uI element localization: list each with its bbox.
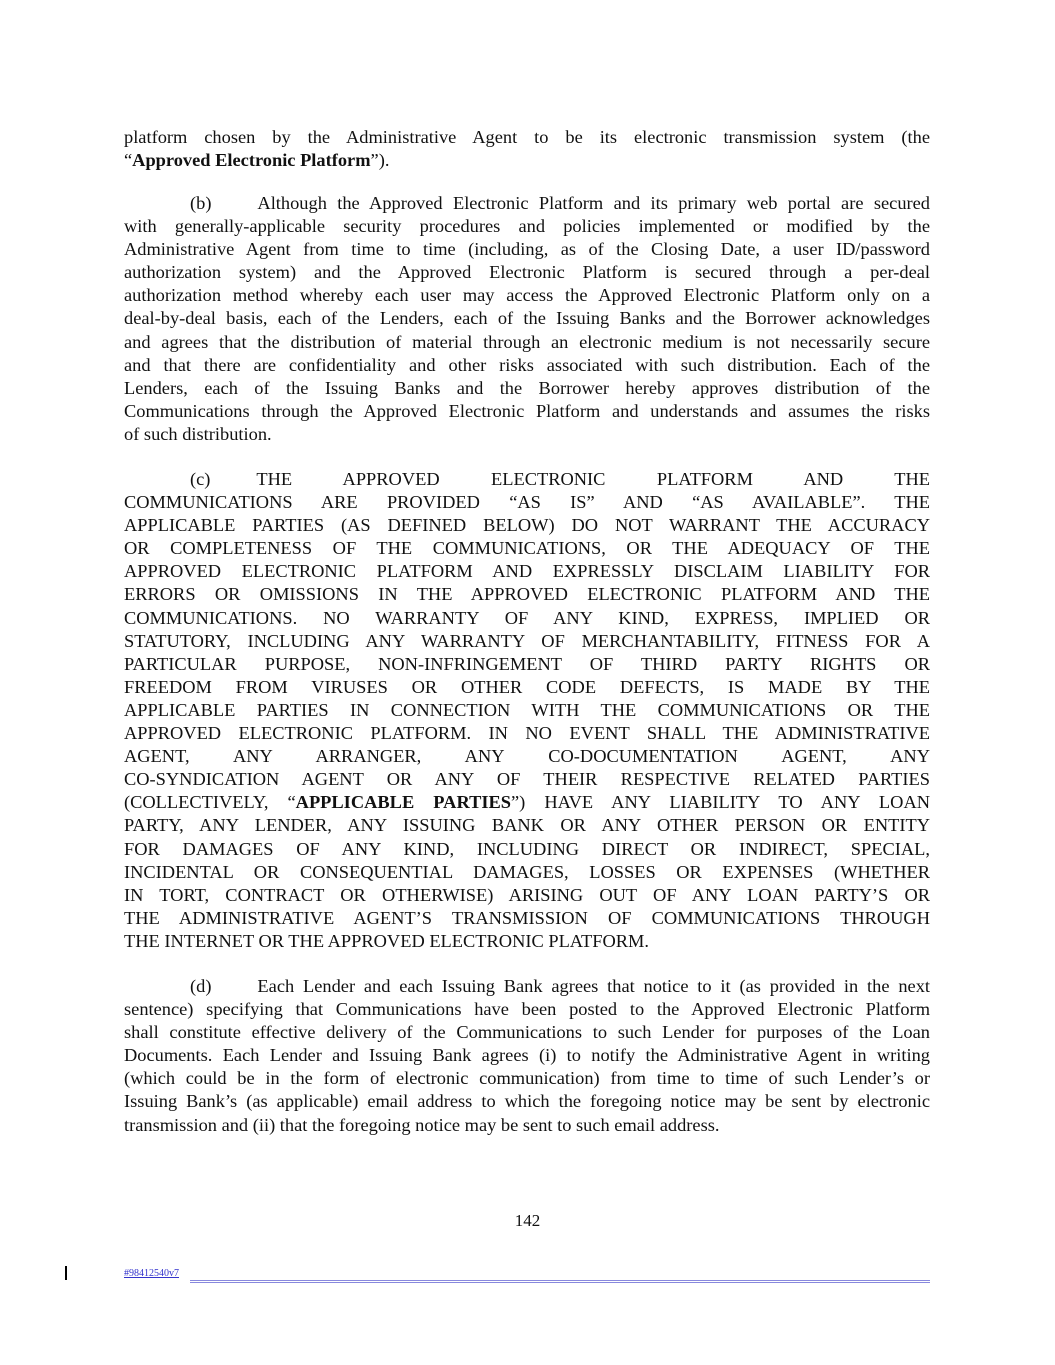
text-line: [124, 768, 930, 791]
text-segment: shall constitute effective delivery of the Communications to such Lender for purposes of the Loan: [124, 1022, 930, 1043]
text-line: [124, 400, 930, 423]
text-segment: deal-by-deal basis, each of the Lenders, each of the Issuing Banks and the Borrower acknowledges: [124, 308, 930, 329]
text-segment: PARTY, ANY LENDER, ANY ISSUING BANK OR ANY OTHER PERSON OR ENTITY: [124, 815, 930, 836]
text-segment: platform chosen by the Administrative Agent to be its electronic transmission system (the: [124, 127, 930, 147]
text-line: [124, 998, 930, 1021]
text-segment: THE ADMINISTRATIVE AGENT’S TRANSMISSION OF COMMUNICATIONS THROUGH: [124, 907, 930, 928]
text-segment: APPLICABLE PARTIES IN CONNECTION WITH THE COMMUNICATIONS OR THE: [124, 699, 930, 720]
footer-rule: [190, 1280, 930, 1283]
text-segment: authorization method whereby each user may access the Approved Electronic Platform only on a: [124, 285, 930, 306]
text-segment: ERRORS OR OMISSIONS IN THE APPROVED ELECTRONIC PLATFORM AND THE: [124, 584, 930, 605]
text-segment: APPROVED ELECTRONIC PLATFORM AND EXPRESSLY DISCLAIM LIABILITY FOR: [124, 561, 930, 582]
text-segment: PARTICULAR PURPOSE, NON-INFRINGEMENT OF THIRD PARTY RIGHTS OR: [124, 653, 930, 674]
text-line: [124, 814, 930, 837]
text-segment: ”) HAVE ANY LIABILITY TO ANY LOAN: [511, 792, 931, 813]
text-line: [124, 653, 930, 676]
text-segment: APPLICABLE PARTIES (AS DEFINED BELOW) DO NOT WARRANT THE ACCURACY: [124, 515, 930, 536]
text-line: [124, 861, 930, 884]
text-segment: Issuing Bank’s (as applicable) email address to which the foregoing notice may be sent by electronic: [124, 1091, 930, 1112]
text-segment: and that there are confidentiality and other risks associated with such distribution. Each of the: [124, 354, 930, 375]
text-segment: OR COMPLETENESS OF THE COMMUNICATIONS, OR THE ADEQUACY OF THE: [124, 538, 930, 559]
text-line: [124, 884, 930, 907]
text-line: [124, 607, 930, 630]
text-segment: STATUTORY, INCLUDING ANY WARRANTY OF MERCHANTABILITY, FITNESS FOR A: [124, 630, 930, 651]
text-line: [124, 745, 930, 768]
text-segment: of such distribution.: [124, 423, 272, 444]
text-line: [124, 676, 930, 699]
text-segment: “: [124, 150, 133, 171]
defined-term: APPLICABLE PARTIES: [295, 792, 512, 813]
text-segment: (d) Each Lender and each Issuing Bank agrees that notice to it (as provided in the next: [190, 976, 930, 996]
text-line: [124, 215, 930, 238]
change-bar: [65, 1266, 67, 1280]
text-line: [124, 1114, 930, 1137]
text-segment: and agrees that the distribution of material through an electronic medium is not necessarily secure: [124, 331, 930, 352]
text-line: [124, 583, 930, 606]
text-line: [124, 126, 930, 149]
text-line: [124, 149, 930, 172]
text-segment: with generally-applicable security procedures and policies implemented or modified by the: [124, 216, 930, 237]
text-segment: (b) Although the Approved Electronic Platform and its primary web portal are secured: [190, 193, 930, 213]
text-line: [124, 537, 930, 560]
text-segment: (c) THE APPROVED ELECTRONIC PLATFORM AND THE: [190, 469, 930, 489]
text-segment: INCIDENTAL OR CONSEQUENTIAL DAMAGES, LOSSES OR EXPENSES (WHETHER: [124, 861, 930, 882]
defined-term: Approved Electronic Platform: [132, 150, 371, 171]
text-segment: THE INTERNET OR THE APPROVED ELECTRONIC PLATFORM.: [124, 930, 650, 951]
text-line: [124, 284, 930, 307]
text-line: [124, 491, 930, 514]
text-line: [124, 1090, 930, 1113]
text-line: [124, 377, 930, 400]
text-line: [124, 354, 930, 377]
text-line: [124, 930, 930, 953]
text-segment: AGENT, ANY ARRANGER, ANY CO-DOCUMENTATION AGENT, ANY: [124, 746, 930, 767]
text-segment: (which could be in the form of electronic communication) from time to time of such Lender’s or: [124, 1068, 930, 1089]
text-line: [124, 722, 930, 745]
text-line: [124, 261, 930, 284]
text-line: [124, 1067, 930, 1090]
text-segment: FOR DAMAGES OF ANY KIND, INCLUDING DIRECT OR INDIRECT, SPECIAL,: [124, 838, 930, 859]
text-line: [124, 423, 930, 446]
footer: [124, 1268, 930, 1284]
text-line: [124, 630, 930, 653]
text-segment: COMMUNICATIONS ARE PROVIDED “AS IS” AND “AS AVAILABLE”. THE: [124, 492, 930, 513]
text-segment: IN TORT, CONTRACT OR OTHERWISE) ARISING OUT OF ANY LOAN PARTY’S OR: [124, 884, 930, 905]
text-segment: transmission and (ii) that the foregoing notice may be sent to such email address.: [124, 1114, 720, 1135]
text-line: [124, 514, 930, 537]
text-segment: Administrative Agent from time to time (including, as of the Closing Date, a user ID/password: [124, 239, 930, 260]
text-line: [124, 560, 930, 583]
text-segment: FREEDOM FROM VIRUSES OR OTHER CODE DEFECTS, IS MADE BY THE: [124, 676, 930, 697]
text-segment: COMMUNICATIONS. NO WARRANTY OF ANY KIND, EXPRESS, IMPLIED OR: [124, 607, 930, 628]
text-segment: CO-SYNDICATION AGENT OR ANY OF THEIR RESPECTIVE RELATED PARTIES: [124, 769, 930, 790]
paragraph-d: [124, 975, 930, 1137]
paragraph-b: [124, 192, 930, 446]
text-line: [124, 838, 930, 861]
text-line: [124, 699, 930, 722]
text-line: [124, 238, 930, 261]
text-segment: Communications through the Approved Electronic Platform and understands and assumes the risks: [124, 400, 930, 421]
text-segment: authorization system) and the Approved Electronic Platform is secured through a per-deal: [124, 262, 930, 283]
text-segment: (COLLECTIVELY, “: [124, 792, 296, 813]
paragraph-a-continuation: [124, 126, 930, 172]
page-number: 142: [514, 1211, 541, 1230]
text-segment: APPROVED ELECTRONIC PLATFORM. IN NO EVENT SHALL THE ADMINISTRATIVE: [124, 723, 930, 744]
paragraph-c: [124, 468, 930, 953]
text-segment: Documents. Each Lender and Issuing Bank agrees (i) to notify the Administrative Agent in writing: [124, 1045, 930, 1066]
document-id: #98412540v7: [124, 1268, 179, 1279]
text-line: [124, 975, 930, 998]
text-line: [124, 468, 930, 491]
text-segment: sentence) specifying that Communications have been posted to the Approved Electronic Platform: [124, 999, 930, 1020]
text-segment: Lenders, each of the Issuing Banks and the Borrower hereby approves distribution of the: [124, 377, 930, 398]
text-line: [124, 331, 930, 354]
text-line: [124, 907, 930, 930]
text-line: [124, 1021, 930, 1044]
text-line: [124, 1044, 930, 1067]
text-line: [124, 791, 930, 814]
text-segment: ”).: [370, 150, 390, 171]
text-line: [124, 307, 930, 330]
text-line: [124, 192, 930, 215]
